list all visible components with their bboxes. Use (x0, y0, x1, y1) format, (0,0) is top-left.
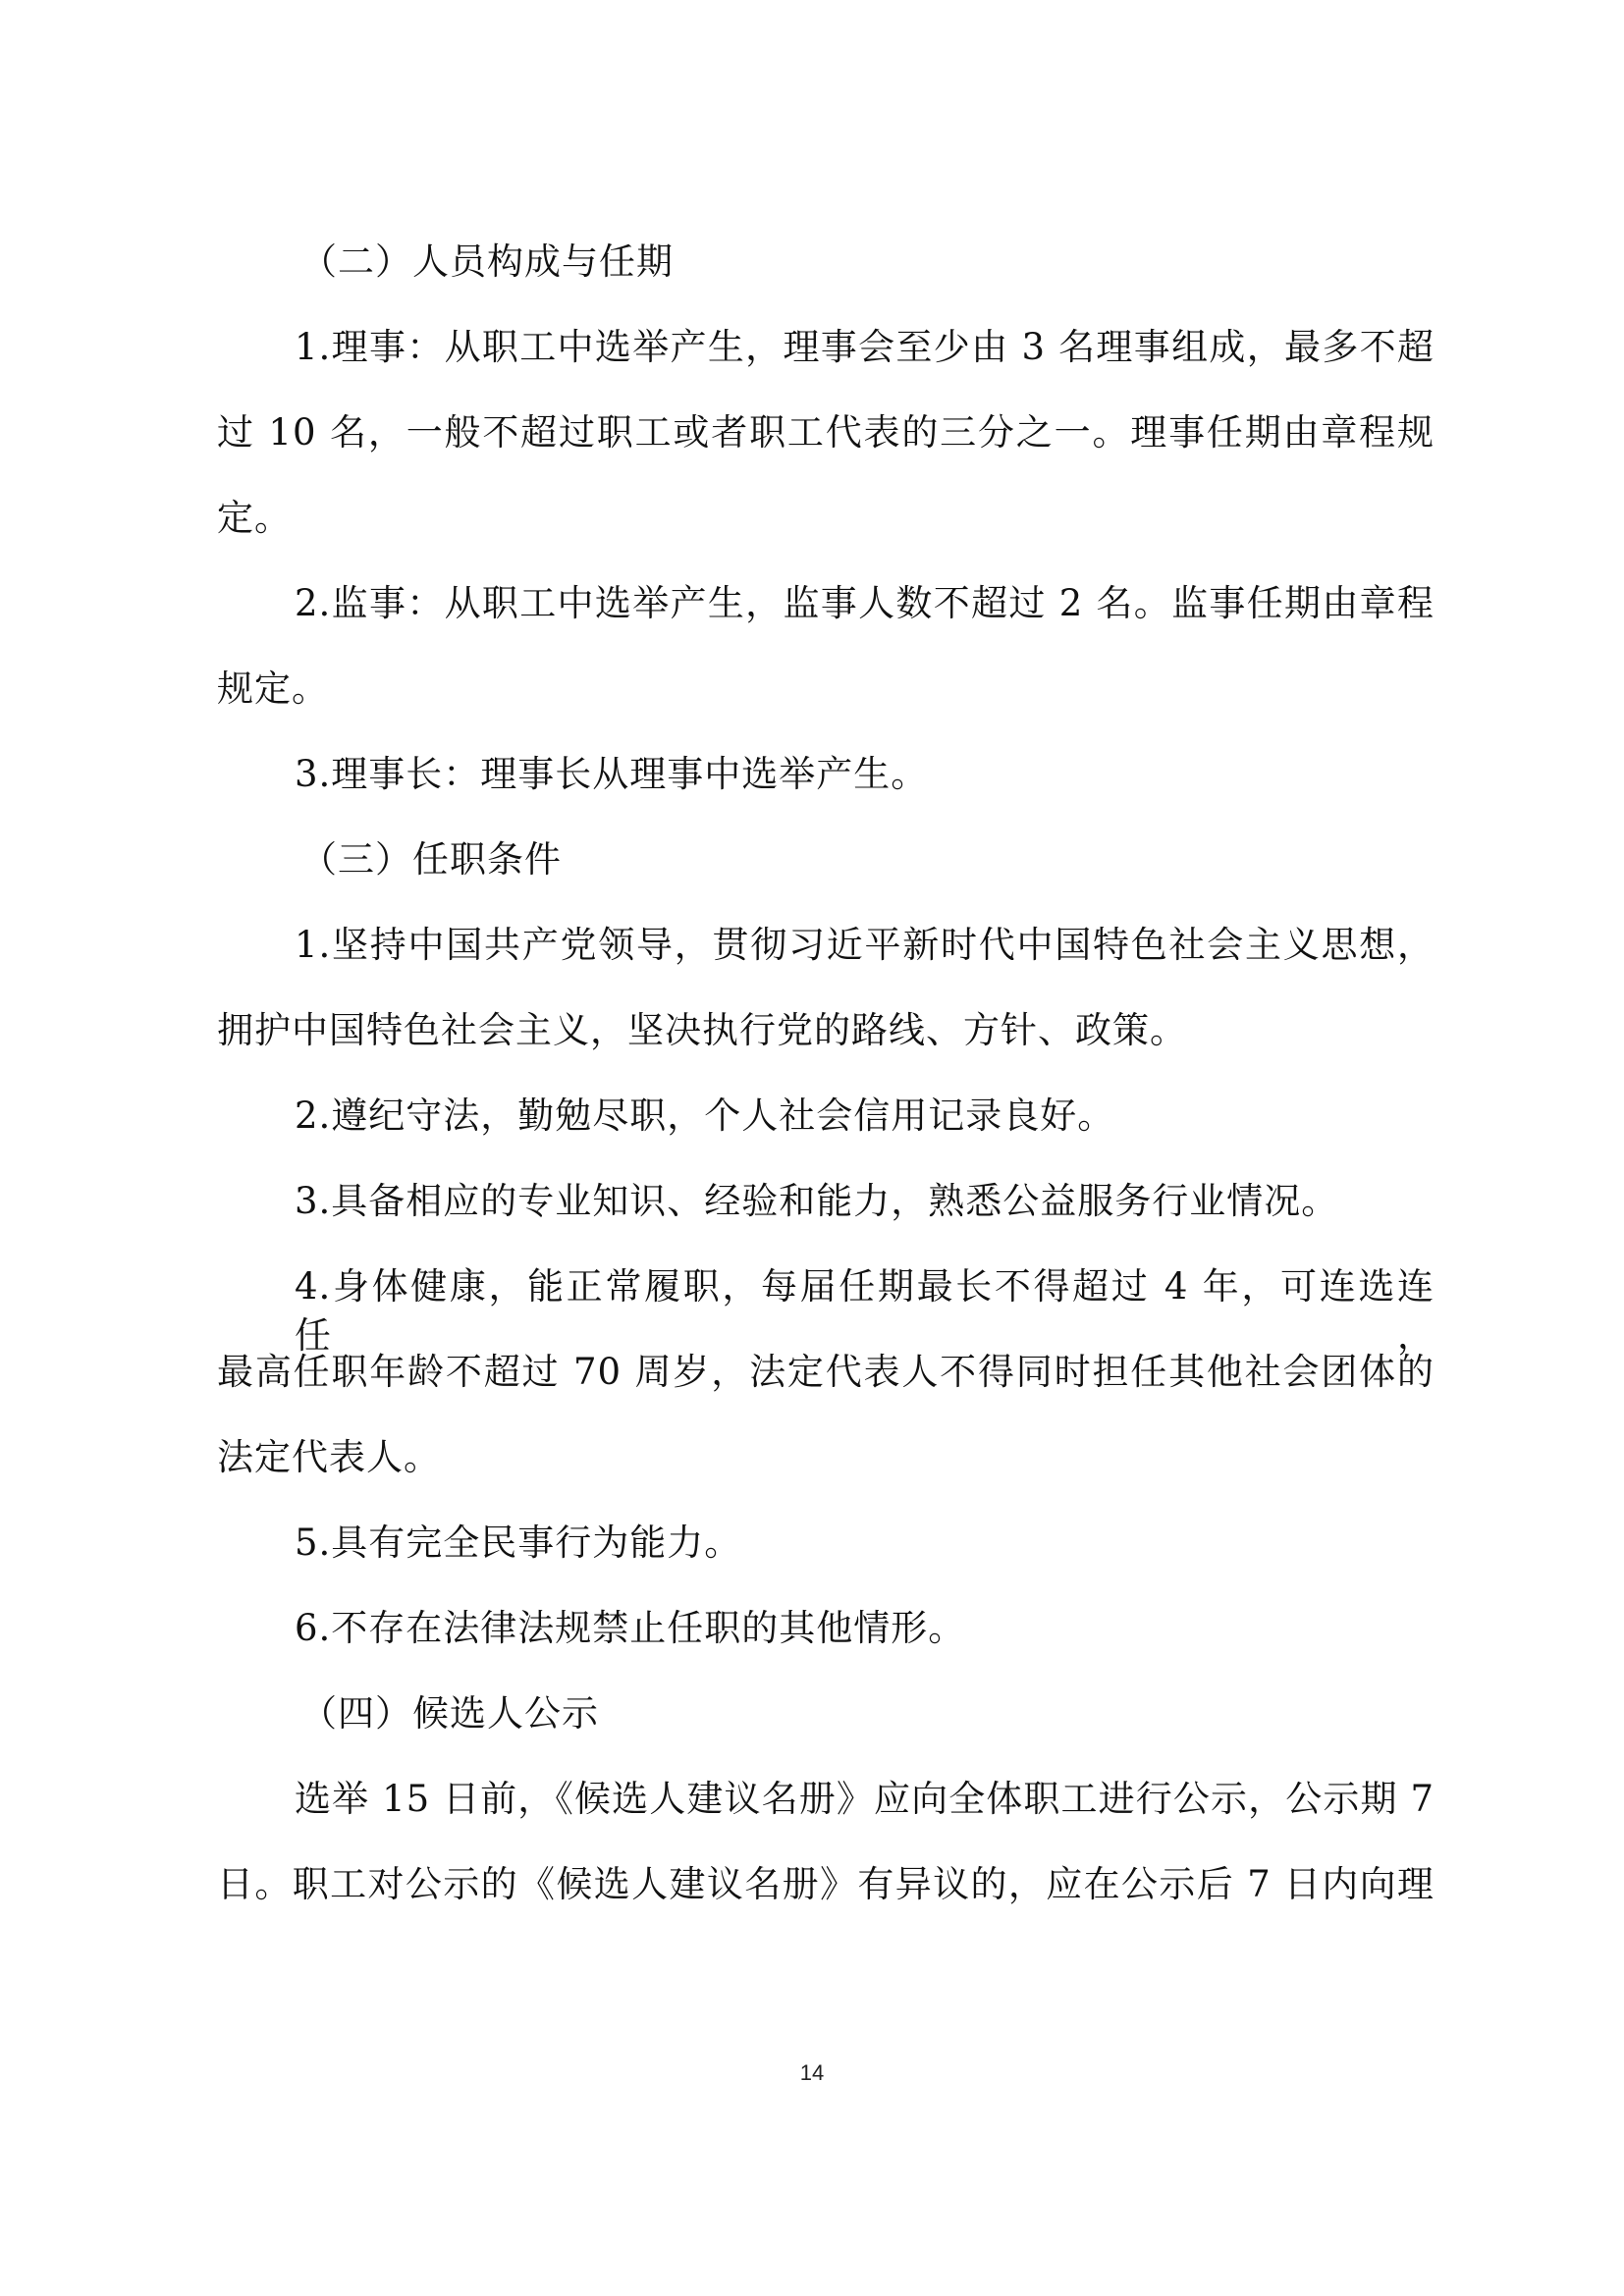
paragraph-line: 3.具备相应的专业知识、经验和能力，熟悉公益服务行业情况。 (295, 1180, 1339, 1222)
paragraph-line: 拥护中国特色社会主义，坚决执行党的路线、方针、政策。 (217, 1009, 1187, 1051)
paragraph-line: 过 10 名，一般不超过职工或者职工代表的三分之一。理事任期由章程规 (217, 411, 1435, 454)
paragraph-line: 1.坚持中国共产党领导，贯彻习近平新时代中国特色社会主义思想， (295, 924, 1435, 966)
page-number: 14 (799, 2060, 825, 2085)
paragraph-line: 6.不存在法律法规禁止任职的其他情形。 (295, 1607, 966, 1649)
section-heading-3: （三）任职条件 (300, 838, 562, 881)
paragraph-line: 3.理事长：理事长从理事中选举产生。 (295, 753, 929, 795)
paragraph-line: 定。 (217, 497, 292, 539)
paragraph-line: 1.理事：从职工中选举产生，理事会至少由 3 名理事组成，最多不超 (295, 326, 1435, 368)
paragraph-line: 选举 15 日前，《候选人建议名册》应向全体职工进行公示，公示期 7 (295, 1778, 1435, 1820)
section-heading-4: （四）候选人公示 (300, 1692, 599, 1735)
paragraph-line: 日。职工对公示的《候选人建议名册》有异议的，应在公示后 7 日内向理 (217, 1863, 1435, 1905)
paragraph-line: 2.遵纪守法，勤勉尽职，个人社会信用记录良好。 (295, 1095, 1115, 1137)
section-heading-2: （二）人员构成与任期 (300, 240, 674, 283)
paragraph-line: 5.具有完全民事行为能力。 (295, 1522, 742, 1564)
paragraph-line: 法定代表人。 (217, 1436, 441, 1478)
paragraph-line: 2.监事：从职工中选举产生，监事人数不超过 2 名。监事任期由章程 (295, 582, 1435, 624)
paragraph-line: 最高任职年龄不超过 70 周岁，法定代表人不得同时担任其他社会团体的 (217, 1351, 1435, 1393)
paragraph-line: 规定。 (217, 667, 329, 710)
paragraph-line: 4.身体健康，能正常履职，每届任期最长不得超过 4 年，可连选连任， (295, 1265, 1435, 1357)
